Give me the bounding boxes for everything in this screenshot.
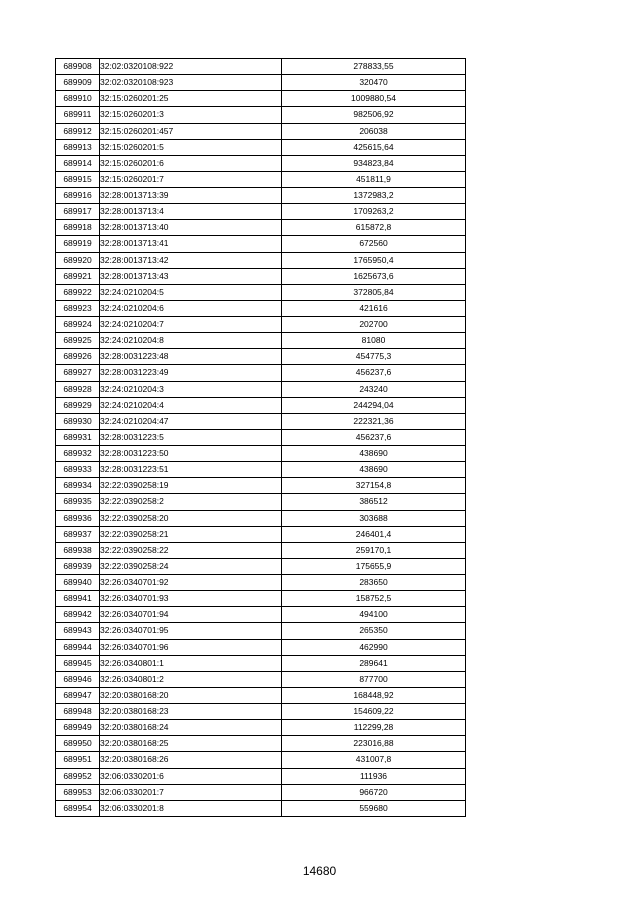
table-row [56, 462, 466, 478]
row-id-cell: 689935 [56, 494, 100, 510]
value-cell: 425615,64 [282, 139, 466, 155]
row-id-cell: 689920 [56, 252, 100, 268]
table-body [56, 59, 466, 817]
value-cell: 438690 [282, 446, 466, 462]
row-id-cell: 689943 [56, 623, 100, 639]
row-id-cell: 689909 [56, 75, 100, 91]
row-id-cell: 689917 [56, 204, 100, 220]
cadastral-number-cell: 32:06:0330201:6 [100, 768, 282, 784]
table-row [56, 720, 466, 736]
value-cell: 494100 [282, 607, 466, 623]
table-row [56, 123, 466, 139]
value-cell: 672560 [282, 236, 466, 252]
row-id-cell: 689929 [56, 397, 100, 413]
value-cell: 966720 [282, 784, 466, 800]
row-id-cell: 689942 [56, 607, 100, 623]
table-row [56, 300, 466, 316]
row-id-cell: 689926 [56, 349, 100, 365]
value-cell: 462990 [282, 639, 466, 655]
table-row [56, 704, 466, 720]
table-row [56, 591, 466, 607]
table-row [56, 204, 466, 220]
cadastral-number-cell: 32:20:0380168:20 [100, 687, 282, 703]
row-id-cell: 689940 [56, 575, 100, 591]
table-row [56, 736, 466, 752]
value-cell: 259170,1 [282, 542, 466, 558]
row-id-cell: 689912 [56, 123, 100, 139]
row-id-cell: 689954 [56, 800, 100, 816]
cadastral-number-cell: 32:26:0340701:94 [100, 607, 282, 623]
value-cell: 222321,36 [282, 413, 466, 429]
row-id-cell: 689934 [56, 478, 100, 494]
value-cell: 877700 [282, 671, 466, 687]
cadastral-number-cell: 32:06:0330201:8 [100, 800, 282, 816]
cadastral-number-cell: 32:22:0390258:20 [100, 510, 282, 526]
table-row [56, 623, 466, 639]
value-cell: 1709263,2 [282, 204, 466, 220]
value-cell: 982506,92 [282, 107, 466, 123]
row-id-cell: 689932 [56, 446, 100, 462]
table-row [56, 687, 466, 703]
row-id-cell: 689952 [56, 768, 100, 784]
table-row [56, 671, 466, 687]
table-row [56, 333, 466, 349]
row-id-cell: 689933 [56, 462, 100, 478]
value-cell: 265350 [282, 623, 466, 639]
table-row [56, 284, 466, 300]
value-cell: 303688 [282, 510, 466, 526]
value-cell: 158752,5 [282, 591, 466, 607]
table-row [56, 268, 466, 284]
row-id-cell: 689938 [56, 542, 100, 558]
cadastral-number-cell: 32:28:0013713:42 [100, 252, 282, 268]
cadastral-number-cell: 32:15:0260201:457 [100, 123, 282, 139]
table-row [56, 75, 466, 91]
row-id-cell: 689925 [56, 333, 100, 349]
row-id-cell: 689914 [56, 155, 100, 171]
cadastral-number-cell: 32:26:0340801:1 [100, 655, 282, 671]
table-row [56, 317, 466, 333]
cadastral-number-cell: 32:28:0013713:41 [100, 236, 282, 252]
value-cell: 1765950,4 [282, 252, 466, 268]
cadastral-number-cell: 32:20:0380168:25 [100, 736, 282, 752]
value-cell: 1625673,6 [282, 268, 466, 284]
row-id-cell: 689945 [56, 655, 100, 671]
value-cell: 1372983,2 [282, 188, 466, 204]
table-row [56, 413, 466, 429]
cadastral-number-cell: 32:20:0380168:26 [100, 752, 282, 768]
row-id-cell: 689918 [56, 220, 100, 236]
table-row [56, 446, 466, 462]
cadastral-number-cell: 32:28:0031223:48 [100, 349, 282, 365]
cadastral-number-cell: 32:24:0210204:7 [100, 317, 282, 333]
table-row [56, 397, 466, 413]
cadastral-number-cell: 32:24:0210204:5 [100, 284, 282, 300]
value-cell: 431007,8 [282, 752, 466, 768]
value-cell: 111936 [282, 768, 466, 784]
table-row [56, 188, 466, 204]
cadastral-number-cell: 32:02:0320108:922 [100, 59, 282, 75]
table-row [56, 91, 466, 107]
row-id-cell: 689953 [56, 784, 100, 800]
row-id-cell: 689936 [56, 510, 100, 526]
table-row [56, 252, 466, 268]
value-cell: 206038 [282, 123, 466, 139]
table-row [56, 349, 466, 365]
cadastral-number-cell: 32:28:0013713:43 [100, 268, 282, 284]
value-cell: 327154,8 [282, 478, 466, 494]
value-cell: 81080 [282, 333, 466, 349]
row-id-cell: 689911 [56, 107, 100, 123]
cadastral-number-cell: 32:06:0330201:7 [100, 784, 282, 800]
cadastral-number-cell: 32:15:0260201:25 [100, 91, 282, 107]
value-cell: 559680 [282, 800, 466, 816]
table-row [56, 236, 466, 252]
cadastral-number-cell: 32:24:0210204:47 [100, 413, 282, 429]
row-id-cell: 689950 [56, 736, 100, 752]
value-cell: 615872,8 [282, 220, 466, 236]
table-row [56, 752, 466, 768]
value-cell: 168448,92 [282, 687, 466, 703]
page-number: 14680 [302, 864, 337, 878]
value-cell: 175655,9 [282, 558, 466, 574]
cadastral-number-cell: 32:28:0013713:4 [100, 204, 282, 220]
row-id-cell: 689941 [56, 591, 100, 607]
table-row [56, 59, 466, 75]
cadastral-number-cell: 32:28:0031223:50 [100, 446, 282, 462]
cadastral-number-cell: 32:28:0013713:39 [100, 188, 282, 204]
row-id-cell: 689919 [56, 236, 100, 252]
value-cell: 456237,6 [282, 429, 466, 445]
row-id-cell: 689922 [56, 284, 100, 300]
cadastral-number-cell: 32:20:0380168:24 [100, 720, 282, 736]
table-row [56, 220, 466, 236]
table-row [56, 639, 466, 655]
value-cell: 243240 [282, 381, 466, 397]
cadastral-number-cell: 32:22:0390258:2 [100, 494, 282, 510]
table-row [56, 139, 466, 155]
row-id-cell: 689939 [56, 558, 100, 574]
value-cell: 289641 [282, 655, 466, 671]
value-cell: 320470 [282, 75, 466, 91]
data-sheet [55, 58, 466, 817]
value-cell: 278833,55 [282, 59, 466, 75]
table-row [56, 381, 466, 397]
row-id-cell: 689946 [56, 671, 100, 687]
cadastral-number-cell: 32:15:0260201:6 [100, 155, 282, 171]
value-cell: 454775,3 [282, 349, 466, 365]
row-id-cell: 689910 [56, 91, 100, 107]
table-row [56, 558, 466, 574]
cadastral-number-cell: 32:22:0390258:21 [100, 526, 282, 542]
table-row [56, 494, 466, 510]
cadastral-number-cell: 32:26:0340701:93 [100, 591, 282, 607]
row-id-cell: 689927 [56, 365, 100, 381]
value-cell: 223016,88 [282, 736, 466, 752]
value-cell: 244294,04 [282, 397, 466, 413]
value-cell: 372805,84 [282, 284, 466, 300]
table-row [56, 575, 466, 591]
cadastral-number-cell: 32:22:0390258:22 [100, 542, 282, 558]
row-id-cell: 689930 [56, 413, 100, 429]
row-id-cell: 689951 [56, 752, 100, 768]
value-cell: 451811,9 [282, 171, 466, 187]
value-cell: 1009880,54 [282, 91, 466, 107]
table-row [56, 365, 466, 381]
cadastral-number-cell: 32:22:0390258:24 [100, 558, 282, 574]
table-row [56, 510, 466, 526]
table-row [56, 107, 466, 123]
cadastral-number-cell: 32:28:0031223:51 [100, 462, 282, 478]
row-id-cell: 689944 [56, 639, 100, 655]
cadastral-number-cell: 32:24:0210204:3 [100, 381, 282, 397]
table-row [56, 171, 466, 187]
value-cell: 202700 [282, 317, 466, 333]
value-cell: 112299,28 [282, 720, 466, 736]
cadastral-number-cell: 32:28:0031223:49 [100, 365, 282, 381]
cadastral-number-cell: 32:26:0340801:2 [100, 671, 282, 687]
cadastral-number-cell: 32:28:0013713:40 [100, 220, 282, 236]
table-row [56, 784, 466, 800]
table-row [56, 542, 466, 558]
cadastral-number-cell: 32:15:0260201:7 [100, 171, 282, 187]
row-id-cell: 689921 [56, 268, 100, 284]
value-cell: 154609,22 [282, 704, 466, 720]
row-id-cell: 689916 [56, 188, 100, 204]
cadastral-number-cell: 32:24:0210204:4 [100, 397, 282, 413]
cadastral-number-cell: 32:02:0320108:923 [100, 75, 282, 91]
table-row [56, 800, 466, 816]
cadastral-number-cell: 32:26:0340701:96 [100, 639, 282, 655]
data-table [55, 58, 466, 817]
row-id-cell: 689949 [56, 720, 100, 736]
row-id-cell: 689928 [56, 381, 100, 397]
cadastral-number-cell: 32:24:0210204:8 [100, 333, 282, 349]
value-cell: 246401,4 [282, 526, 466, 542]
cadastral-number-cell: 32:28:0031223:5 [100, 429, 282, 445]
row-id-cell: 689937 [56, 526, 100, 542]
value-cell: 438690 [282, 462, 466, 478]
value-cell: 934823,84 [282, 155, 466, 171]
table-row [56, 607, 466, 623]
value-cell: 421616 [282, 300, 466, 316]
row-id-cell: 689908 [56, 59, 100, 75]
row-id-cell: 689947 [56, 687, 100, 703]
cadastral-number-cell: 32:22:0390258:19 [100, 478, 282, 494]
cadastral-number-cell: 32:24:0210204:6 [100, 300, 282, 316]
table-row [56, 478, 466, 494]
table-row [56, 655, 466, 671]
cadastral-number-cell: 32:20:0380168:23 [100, 704, 282, 720]
cadastral-number-cell: 32:15:0260201:3 [100, 107, 282, 123]
row-id-cell: 689924 [56, 317, 100, 333]
row-id-cell: 689931 [56, 429, 100, 445]
table-row [56, 155, 466, 171]
row-id-cell: 689948 [56, 704, 100, 720]
table-row [56, 526, 466, 542]
value-cell: 283650 [282, 575, 466, 591]
value-cell: 456237,6 [282, 365, 466, 381]
table-row [56, 429, 466, 445]
row-id-cell: 689923 [56, 300, 100, 316]
value-cell: 386512 [282, 494, 466, 510]
row-id-cell: 689915 [56, 171, 100, 187]
cadastral-number-cell: 32:26:0340701:95 [100, 623, 282, 639]
cadastral-number-cell: 32:26:0340701:92 [100, 575, 282, 591]
cadastral-number-cell: 32:15:0260201:5 [100, 139, 282, 155]
row-id-cell: 689913 [56, 139, 100, 155]
table-row [56, 768, 466, 784]
